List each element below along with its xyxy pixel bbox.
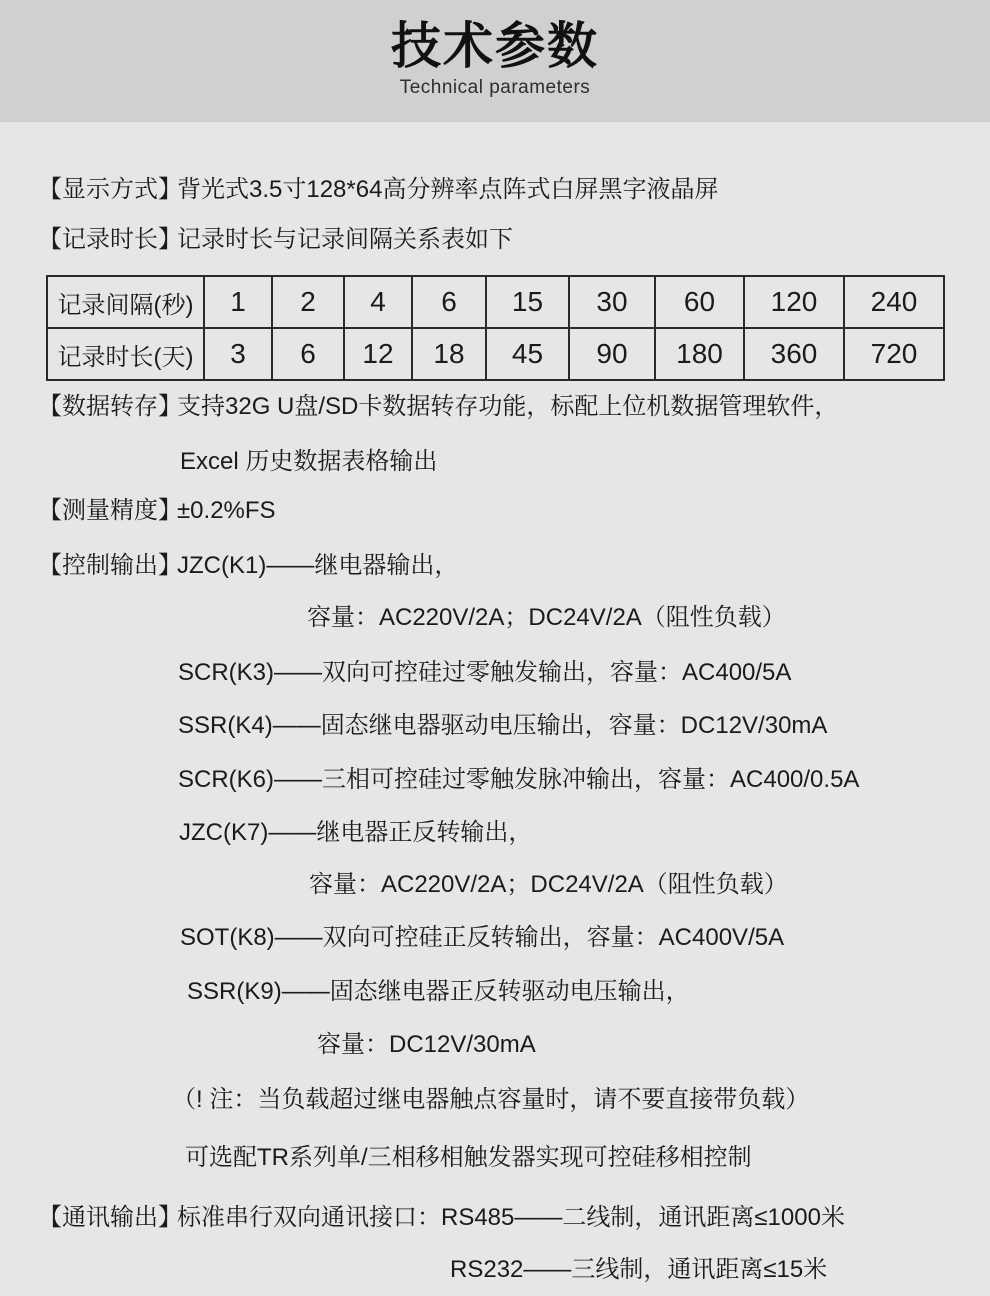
control-line-row — [0, 601, 990, 635]
comm-rs232-value: RS232——三线制，通讯距离≤15米 — [450, 1256, 828, 1283]
control-line-jzc-k7: JZC(K7)——继电器正反转输出， — [179, 819, 533, 846]
table-cell: 18 — [412, 328, 486, 380]
table-cell: 720 — [844, 328, 944, 380]
table-cell: 1 — [204, 276, 272, 328]
table-cell: 6 — [412, 276, 486, 328]
table-row-interval — [47, 276, 944, 328]
page-subtitle: Technical parameters — [399, 77, 591, 98]
control-line-row — [0, 1028, 990, 1062]
record-duration-value: 记录时长与记录间隔关系表如下 — [177, 226, 513, 253]
table-cell: 45 — [486, 328, 569, 380]
control-line-row — [0, 975, 990, 1009]
control-line-row — [0, 656, 990, 690]
accuracy-row — [0, 494, 990, 528]
table-cell: 180 — [655, 328, 744, 380]
accuracy-label: 【测量精度】 — [38, 497, 182, 524]
control-line-row — [0, 709, 990, 743]
row-header-interval: 记录间隔(秒) — [47, 276, 204, 328]
accuracy-value: ±0.2%FS — [177, 497, 276, 524]
table-cell: 30 — [569, 276, 655, 328]
control-line-row — [0, 763, 990, 797]
data-storage-row-cont — [0, 445, 990, 479]
comm-output-row — [0, 1201, 990, 1235]
control-line-k1-capacity: 容量：AC220V/2A；DC24V/2A（阻性负载） — [307, 604, 786, 631]
table-cell: 60 — [655, 276, 744, 328]
table-cell: 12 — [344, 328, 412, 380]
record-duration-label: 【记录时长】 — [38, 226, 182, 253]
data-storage-value-line1: 支持32G U盘/SD卡数据转存功能，标配上位机数据管理软件， — [177, 393, 839, 420]
page-title: 技术参数 — [391, 18, 599, 74]
table-cell: 2 — [272, 276, 344, 328]
table-cell: 4 — [344, 276, 412, 328]
control-tr-option: 可选配TR系列单/三相移相触发器实现可控硅移相控制 — [185, 1144, 752, 1171]
data-storage-value-line2: Excel 历史数据表格输出 — [180, 448, 438, 475]
comm-output-row-cont — [0, 1253, 990, 1287]
control-note-row — [0, 1083, 990, 1117]
control-line-sot-k8: SOT(K8)——双向可控硅正反转输出，容量：AC400V/5A — [180, 924, 785, 951]
control-line-row — [0, 921, 990, 955]
data-storage-row — [0, 390, 990, 424]
control-line-scr-k6: SCR(K6)——三相可控硅过零触发脉冲输出，容量：AC400/0.5A — [178, 766, 860, 793]
table-cell: 120 — [744, 276, 844, 328]
control-output-row — [0, 549, 990, 583]
record-duration-row — [0, 223, 990, 257]
data-storage-label: 【数据转存】 — [38, 393, 182, 420]
table-cell: 360 — [744, 328, 844, 380]
control-option-row — [0, 1141, 990, 1175]
comm-output-label: 【通讯输出】 — [38, 1204, 182, 1231]
table-cell: 3 — [204, 328, 272, 380]
control-output-label: 【控制输出】 — [38, 552, 182, 579]
control-line-k7-capacity: 容量：AC220V/2A；DC24V/2A（阻性负载） — [309, 871, 788, 898]
display-mode-label: 【显示方式】 — [38, 176, 182, 203]
table-cell: 6 — [272, 328, 344, 380]
control-line-row — [0, 816, 990, 850]
control-line-k9-capacity: 容量：DC12V/30mA — [317, 1031, 536, 1058]
control-line-ssr-k4: SSR(K4)——固态继电器驱动电压输出，容量：DC12V/30mA — [178, 712, 828, 739]
display-mode-value: 背光式3.5寸128*64高分辨率点阵式白屏黑字液晶屏 — [177, 176, 719, 203]
control-line-scr-k3: SCR(K3)——双向可控硅过零触发输出，容量：AC400/5A — [178, 659, 792, 686]
control-overload-note: （! 注：当负载超过继电器触点容量时，请不要直接带负载） — [172, 1086, 810, 1113]
page-header — [0, 0, 990, 122]
table-cell: 15 — [486, 276, 569, 328]
comm-rs485-value: 标准串行双向通讯接口：RS485——二线制，通讯距离≤1000米 — [177, 1204, 845, 1231]
table-cell: 240 — [844, 276, 944, 328]
table-row-duration — [47, 328, 944, 380]
interval-duration-table — [46, 275, 945, 381]
table-cell: 90 — [569, 328, 655, 380]
control-line-jzc-k1: JZC(K1)——继电器输出， — [177, 552, 459, 579]
control-line-row — [0, 868, 990, 902]
display-mode-row — [0, 173, 990, 207]
row-header-duration: 记录时长(天) — [47, 328, 204, 380]
control-line-ssr-k9: SSR(K9)——固态继电器正反转驱动电压输出， — [187, 978, 690, 1005]
